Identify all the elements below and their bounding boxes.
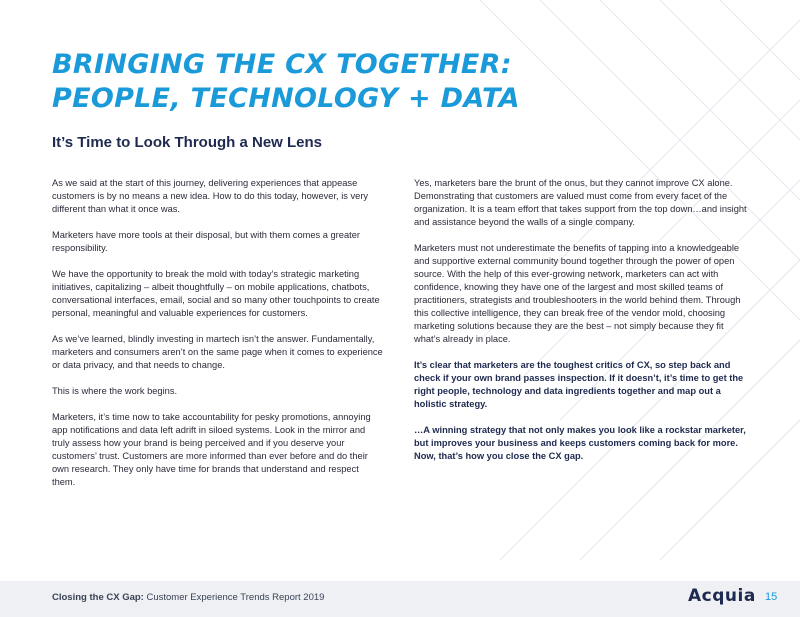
paragraph: Marketers must not underestimate the benefits of tapping into a knowledgeable and supportive external community bound together through the power of open source. With the help of this ever-growing network, marketers can act with confidence, knowing they have one of the largest and most skilled teams of practitioners, strategists and troubleshooters in the world behind them. Through this collective intelligence, they can break free of the vendor mold, choosing marketing solutions because they are the best – not simply because they fit what’s already in place. (414, 243, 741, 344)
page-number: 15 (765, 591, 778, 603)
section-subtitle: It’s Time to Look Through a New Lens (52, 134, 323, 151)
paragraph: As we’ve learned, blindly investing in martech isn’t the answer. Fundamentally, marketers and consumers aren’t on the same page when it comes to experience or data privacy, and that needs to change. (52, 334, 383, 370)
acquia-logo: Acquia (688, 586, 756, 606)
right-text-column (414, 177, 752, 476)
footer-report-title (52, 592, 324, 603)
paragraph: Marketers have more tools at their disposal, but with them comes a greater responsibility. (52, 230, 360, 253)
footer-report-title-bold: Closing the CX Gap: (52, 592, 144, 603)
bold-paragraph: It’s clear that marketers are the toughest critics of CX, so step back and check if your own brand passes inspection. If it doesn’t, it’s time to get the right people, technology and data ingredients together and map out a holistic strategy. (414, 360, 744, 409)
page-title (52, 48, 520, 116)
paragraph: This is where the work begins. (52, 386, 178, 396)
page-footer (0, 581, 800, 617)
paragraph: Yes, marketers bare the brunt of the onus, but they cannot improve CX alone. Demonstrating that customers are valued must come from every facet of the organization. It is a team effort that takes support from the top down…and insight and assistance beyond the walls of a single company. (414, 178, 747, 227)
paragraph: Marketers, it’s time now to take accountability for pesky promotions, annoying app notifications and data left adrift in siloed systems. Look in the mirror and truly assess how your brand is being perceived and if you deserve your customers’ trust. Customers are more informed than ever before and do their own research. They only have time for brands that understand and respect them. (52, 412, 371, 487)
footer-report-title-rest: Customer Experience Trends Report 2019 (143, 592, 325, 603)
paragraph: We have the opportunity to break the mold with today’s strategic marketing initiatives, capitalizing – albeit thoughtfully – on mobile applications, chatbots, conversational interfaces, email, social and so many other touchpoints to create personal, meaningful and valuable experiences for customers. (52, 269, 380, 318)
left-text-column (52, 177, 384, 502)
bold-paragraph: …A winning strategy that not only makes you look like a rockstar marketer, but improves your business and keeps customers coming back for more. Now, that’s how you close the CX gap. (414, 425, 746, 461)
title-line-2: PEOPLE, TECHNOLOGY + DATA (52, 83, 520, 114)
title-line-1: BRINGING THE CX TOGETHER: (52, 49, 512, 80)
paragraph: As we said at the start of this journey, delivering experiences that appease customers is by no means a new idea. How to do this today, however, is very different than what it once was. (52, 178, 369, 214)
